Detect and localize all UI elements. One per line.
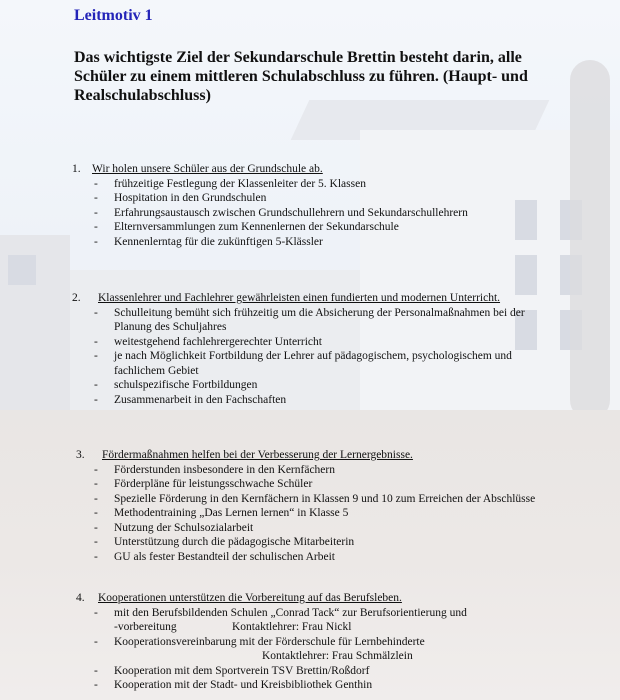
page-subtitle: Das wichtigste Ziel der Sekundarschule Brettin besteht darin, alle Schüler zu einem mittleren Schulabschluss zu führen. (Haupt- und Realschulabschluss) [74, 49, 528, 104]
list-item: - Kennenlerntag für die zukünftigen 5-Klässler [94, 235, 572, 250]
list-item: - Förderstunden insbesondere in den Kernfächern [94, 463, 546, 478]
list-item: - Elternversammlungen zum Kennenlernen der Sekundarschule [94, 220, 572, 235]
list-item: - GU als fester Bestandteil der schulischen Arbeit [94, 550, 546, 565]
list-item: - Kooperation mit der Stadt- und Kreisbibliothek Genthin [94, 678, 546, 693]
section-title: Wir holen unsere Schüler aus der Grundschule ab. [92, 163, 323, 175]
list-item-text: Kooperationsvereinbarung mit der Förderschule für Lernbehinderte [114, 635, 425, 648]
section-4 [76, 591, 546, 693]
section-list [94, 177, 572, 250]
page-title: Leitmotiv 1 [74, 7, 153, 24]
section-title: Fördermaßnahmen helfen bei der Verbesserung der Lernergebnisse. [102, 449, 413, 461]
section-title: Klassenlehrer und Fachlehrer gewährleisten einen fundierten und modernen Unterricht. [98, 292, 501, 304]
section-list [94, 463, 546, 565]
section-list [94, 606, 546, 693]
list-item: - Methodentraining „Das Lernen lernen“ in Klasse 5 [94, 506, 546, 521]
section-heading [72, 291, 552, 306]
section-number: 3. [76, 449, 85, 461]
list-item: - Förderpläne für leistungsschwache Schüler [94, 477, 546, 492]
list-item: - je nach Möglichkeit Fortbildung der Lehrer auf pädagogischem, psychologischem und fachlichem Gebiet [94, 349, 552, 378]
section-number: 1. [72, 163, 81, 175]
list-item: - Nutzung der Schulsozialarbeit [94, 521, 546, 536]
section-list [94, 306, 552, 408]
list-item: - Erfahrungsaustausch zwischen Grundschullehrern und Sekundarschullehrern [94, 206, 572, 221]
section-number: 4. [76, 592, 85, 604]
contact-teacher: Kontaktlehrer: Frau Schmälzlein [262, 650, 413, 662]
section-3 [76, 448, 546, 564]
section-heading [76, 591, 546, 606]
section-heading [72, 162, 572, 177]
list-item: - Spezielle Förderung in den Kernfächern in Klassen 9 und 10 zum Erreichen der Abschlüsse [94, 492, 546, 507]
contact-teacher: Kontaktlehrer: Frau Nickl [232, 621, 352, 633]
list-item-text: mit den Berufsbildenden Schulen „Conrad Tack“ zur Berufsorientierung und [114, 606, 467, 619]
list-item: - weitestgehend fachlehrergerechter Unterricht [94, 335, 552, 350]
list-item [94, 606, 546, 635]
section-heading [76, 448, 546, 463]
section-2 [72, 291, 552, 407]
list-item: - Hospitation in den Grundschulen [94, 191, 572, 206]
list-item: - Zusammenarbeit in den Fachschaften [94, 393, 552, 408]
list-item-text: -vorbereitung [114, 621, 177, 633]
list-item [94, 635, 546, 664]
section-title: Kooperationen unterstützen die Vorbereitung auf das Berufsleben. [98, 592, 402, 604]
list-item-continuation [114, 620, 546, 635]
section-number: 2. [72, 292, 81, 304]
list-item: - schulspezifische Fortbildungen [94, 378, 552, 393]
list-item: - Unterstützung durch die pädagogische Mitarbeiterin [94, 535, 546, 550]
list-item: - frühzeitige Festlegung der Klassenleiter der 5. Klassen [94, 177, 572, 192]
section-1 [72, 162, 572, 249]
list-item: - Kooperation mit dem Sportverein TSV Brettin/Roßdorf [94, 664, 546, 679]
list-item: - Schulleitung bemüht sich frühzeitig um die Absicherung der Personalmaßnahmen bei der Planung des Schuljahres [94, 306, 552, 335]
